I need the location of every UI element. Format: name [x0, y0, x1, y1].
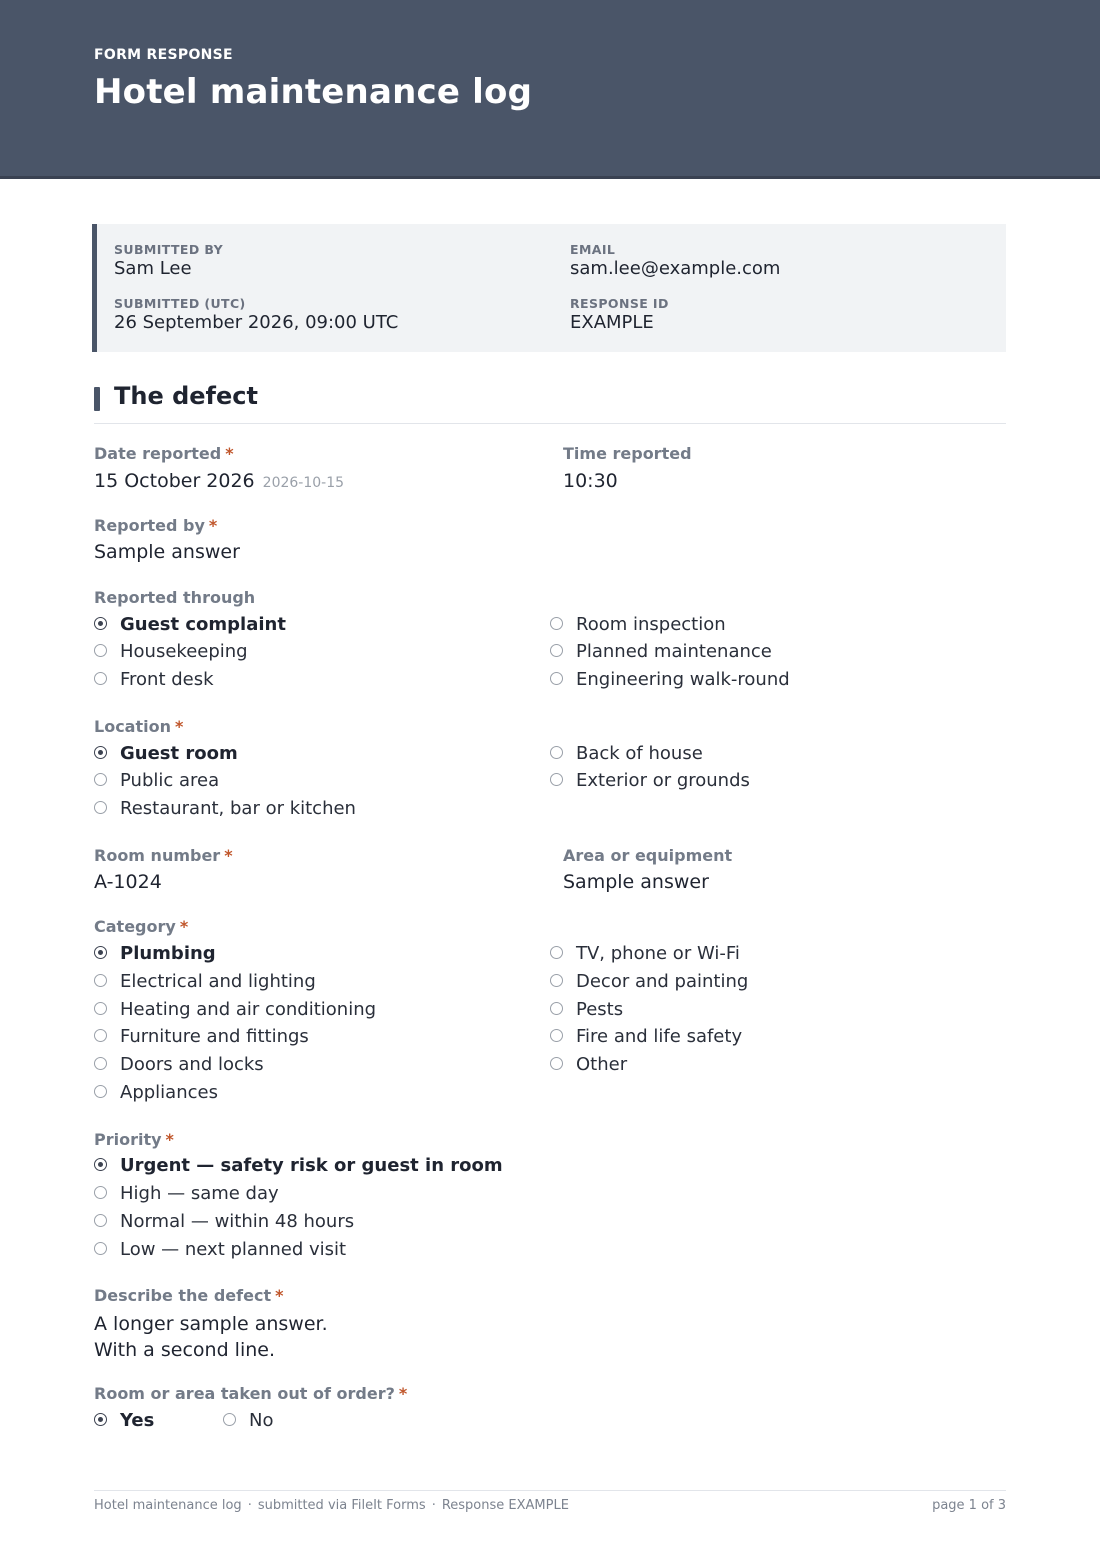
date-reported-label: Date reported *	[94, 444, 234, 463]
radio-unselected-icon	[94, 1029, 107, 1042]
location-label: Location *	[94, 717, 184, 736]
radio-unselected-icon	[550, 1057, 563, 1070]
radio-unselected-icon	[94, 1002, 107, 1015]
radio-unselected-icon	[94, 1214, 107, 1227]
section-heading	[94, 380, 1006, 424]
footer-divider	[94, 1490, 1006, 1491]
response-id-value: EXAMPLE	[570, 312, 654, 333]
radio-selected-icon	[94, 1158, 107, 1171]
radio-unselected-icon	[94, 974, 107, 987]
radio-unselected-icon	[550, 1002, 563, 1015]
radio-unselected-icon	[223, 1413, 236, 1426]
room-number-value: A-1024	[94, 871, 162, 893]
area-or-equipment-label: Area or equipment	[563, 846, 733, 865]
radio-selected-icon	[94, 617, 107, 630]
email	[570, 242, 780, 280]
date-reported-iso: 2026-10-15	[262, 475, 345, 491]
form-header	[0, 0, 1100, 179]
footer-separator: ·	[431, 1498, 436, 1513]
email-value: sam.lee@example.com	[570, 258, 781, 279]
time-reported-value: 10:30	[563, 470, 618, 492]
required-marker: *	[224, 846, 233, 865]
radio-unselected-icon	[94, 672, 107, 685]
required-marker: *	[225, 444, 234, 463]
submitted-by	[114, 242, 223, 280]
reported-through-label: Reported through	[94, 588, 256, 607]
required-marker: *	[275, 1286, 284, 1305]
submitted-by-value: Sam Lee	[114, 258, 192, 279]
reported-by-label: Reported by *	[94, 516, 218, 535]
radio-selected-icon	[94, 746, 107, 759]
radio-unselected-icon	[550, 946, 563, 959]
describe-defect-value	[94, 1311, 328, 1363]
required-marker: *	[208, 516, 218, 535]
radio-unselected-icon	[550, 644, 563, 657]
radio-selected-icon	[94, 1413, 107, 1426]
room-number-label: Room number *	[94, 846, 233, 865]
radio-unselected-icon	[94, 1057, 107, 1070]
radio-unselected-icon	[94, 644, 107, 657]
radio-unselected-icon	[94, 1242, 107, 1255]
describe-defect-line: With a second line.	[94, 1339, 275, 1361]
radio-unselected-icon	[550, 974, 563, 987]
category-label: Category *	[94, 917, 189, 936]
required-marker: *	[174, 717, 184, 736]
describe-defect-label: Describe the defect *	[94, 1286, 284, 1305]
radio-unselected-icon	[94, 801, 107, 814]
footer-form-name: Hotel maintenance log	[94, 1498, 242, 1513]
footer-info	[94, 1498, 569, 1513]
time-reported-label: Time reported	[563, 444, 692, 463]
required-marker: *	[398, 1384, 408, 1403]
radio-selected-icon	[94, 946, 107, 959]
describe-defect-line: A longer sample answer.	[94, 1313, 328, 1335]
radio-unselected-icon	[550, 1029, 563, 1042]
email-label: EMAIL	[570, 242, 616, 257]
form-title: Hotel maintenance log	[94, 72, 533, 112]
area-or-equipment-value: Sample answer	[563, 871, 709, 893]
footer-separator: ·	[247, 1498, 252, 1513]
priority-label: Priority *	[94, 1130, 174, 1149]
radio-unselected-icon	[550, 617, 563, 630]
submitted-utc-value: 26 September 2026, 09:00 UTC	[114, 312, 399, 333]
submitted-utc-label: SUBMITTED (UTC)	[114, 296, 246, 311]
section-accent-bar	[94, 387, 100, 411]
response-id-label: RESPONSE ID	[570, 296, 669, 311]
footer-via: submitted via FileIt Forms	[257, 1498, 426, 1513]
form-kicker: FORM RESPONSE	[94, 47, 233, 63]
radio-unselected-icon	[94, 773, 107, 786]
footer-response: Response EXAMPLE	[441, 1498, 569, 1513]
radio-unselected-icon	[94, 1085, 107, 1098]
submission-meta-panel	[92, 224, 1006, 352]
required-marker: *	[179, 917, 189, 936]
submitted-utc	[114, 296, 398, 334]
out-of-order-label: Room or area taken out of order? *	[94, 1384, 408, 1403]
response-id	[570, 296, 669, 334]
reported-by-value: Sample answer	[94, 541, 240, 563]
radio-unselected-icon	[94, 1186, 107, 1199]
section-title: The defect	[114, 382, 258, 410]
radio-unselected-icon	[550, 746, 563, 759]
required-marker: *	[165, 1130, 174, 1149]
radio-unselected-icon	[550, 773, 563, 786]
page-number: page 1 of 3	[932, 1498, 1006, 1513]
submitted-by-label: SUBMITTED BY	[114, 242, 224, 257]
date-reported-value: 15 October 2026 2026-10-15	[94, 470, 345, 492]
radio-unselected-icon	[550, 672, 563, 685]
